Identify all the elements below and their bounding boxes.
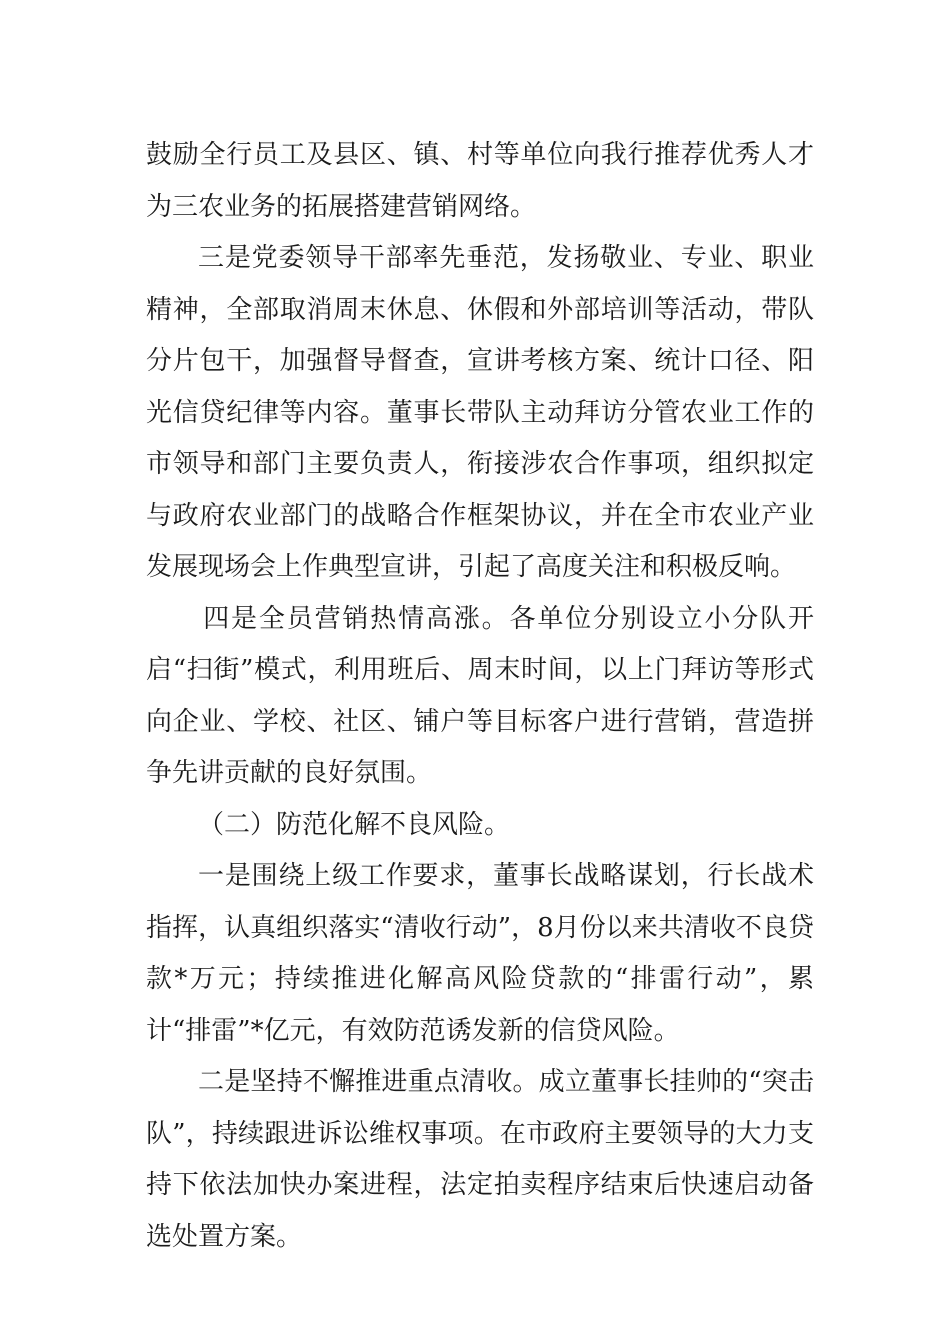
document-body (146, 130, 814, 1263)
section-heading-risk: （二）防范化解不良风险。 (198, 809, 511, 840)
paragraph-risk-point-two: 二是坚持不懈推进重点清收。成立董事长挂帅的“突击队”，持续跟进诉讼维权事项。在市政府主要领导的大力支持下依法加快办案进程，法定拍卖程序结束后快速启动备选处置方案。 (146, 1067, 814, 1252)
paragraph-point-three: 三是党委领导干部率先垂范，发扬敬业、专业、职业精神，全部取消周末休息、休假和外部培训等活动，带队分片包干，加强督导督查，宣讲考核方案、统计口径、阳光信贷纪律等内容。董事长带队主动拜访分管农业工作的市领导和部门主要负责人，衔接涉农合作事项，组织拟定与政府农业部门的战略合作框架协议，并在全市农业产业发展现场会上作典型宣讲，引起了高度关注和积极反响。 (146, 243, 814, 582)
paragraph-continuation: 鼓励全行员工及县区、镇、村等单位向我行推荐优秀人才为三农业务的拓展搭建营销网络。 (146, 140, 814, 222)
paragraph-risk-point-one: 一是围绕上级工作要求，董事长战略谋划，行长战术指挥，认真组织落实“清收行动”，8月份以来共清收不良贷款*万元；持续推进化解高风险贷款的“排雷行动”，累计“排雷”*亿元，有效防范诱发新的信贷风险。 (146, 861, 814, 1046)
paragraph-point-four: 四是全员营销热情高涨。各单位分别设立小分队开启“扫街”模式，利用班后、周末时间，以上门拜访等形式向企业、学校、社区、铺户等目标客户进行营销，营造拼争先讲贡献的良好氛围。 (146, 603, 814, 788)
